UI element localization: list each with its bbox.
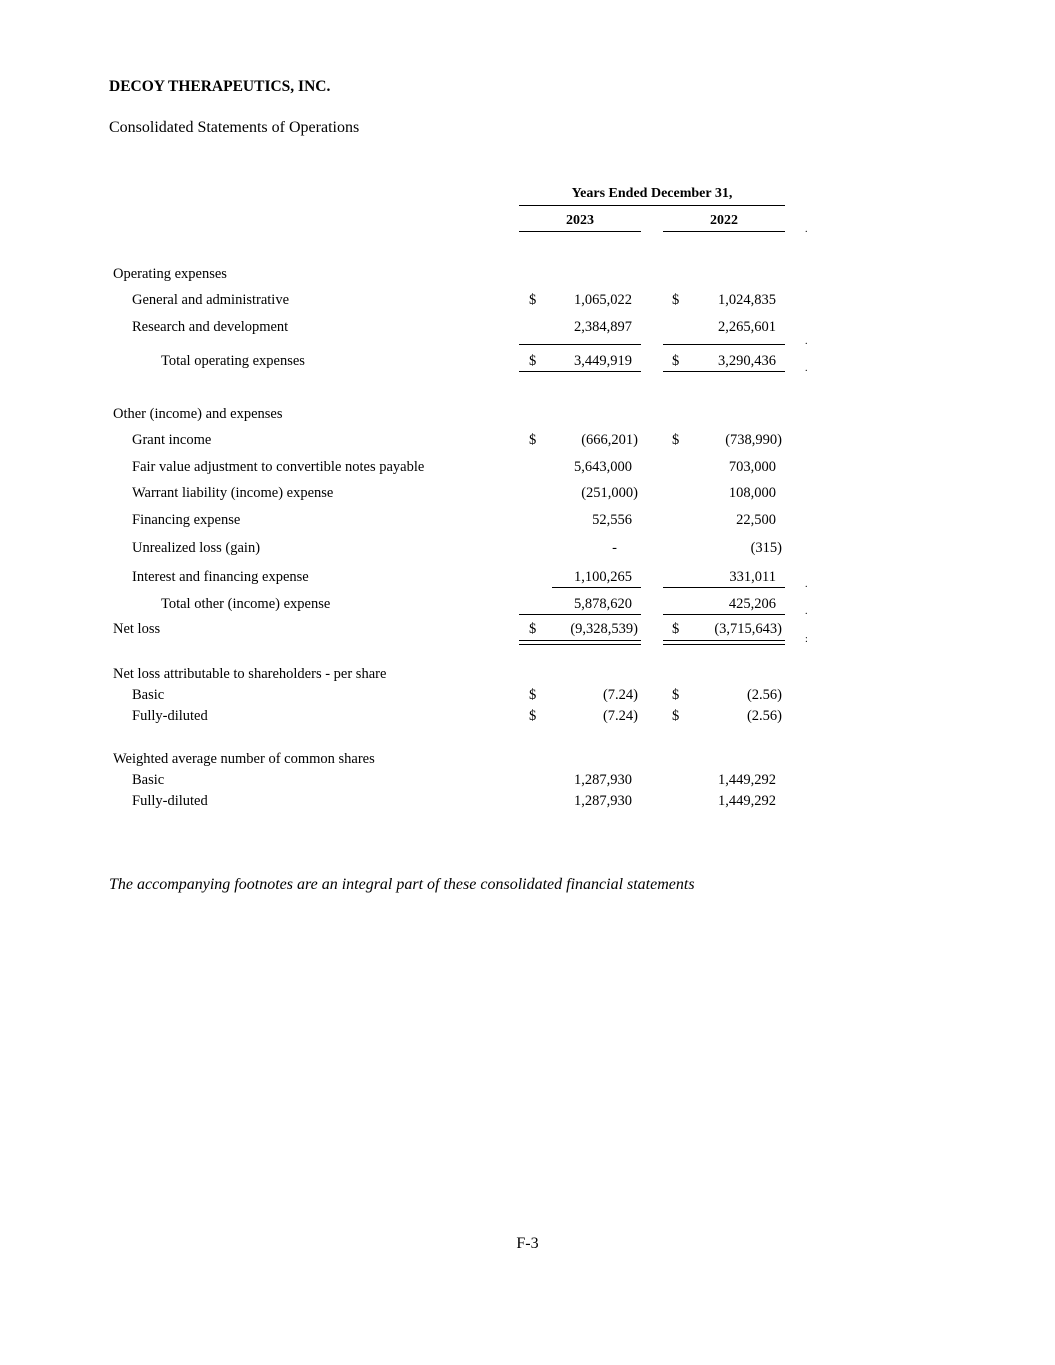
row-label-grant-income: Grant income — [132, 432, 212, 448]
value-2022: (315) — [750, 540, 782, 556]
row-label-basic: Basic — [132, 687, 165, 703]
row-label-basic: Basic — [132, 772, 165, 788]
value-2022: (2.56) — [746, 708, 782, 724]
period-header: Years Ended December 31, — [571, 186, 733, 201]
row-label-net-loss: Net loss — [113, 621, 161, 637]
dollar-sign: $ — [529, 621, 537, 637]
value-2023: (7.24) — [602, 687, 638, 703]
section-heading-per-share: Net loss attributable to shareholders - per share — [113, 666, 387, 682]
dollar-sign: $ — [529, 687, 537, 703]
value-2023: (666,201) — [581, 432, 638, 448]
value-2022: (738,990) — [725, 432, 782, 448]
margin-mark: . — [805, 224, 808, 235]
total-rule — [519, 371, 641, 372]
value-2022: (2.56) — [746, 687, 782, 703]
section-heading-weighted-shares: Weighted average number of common shares — [113, 751, 375, 767]
value-2022: 108,000 — [728, 485, 776, 501]
value-2023: 1,287,930 — [574, 793, 632, 809]
dollar-sign: $ — [672, 353, 680, 369]
value-2022: 1,449,292 — [718, 793, 776, 809]
subtotal-rule — [663, 587, 785, 588]
value-2023: 1,065,022 — [574, 292, 632, 308]
margin-mark: . — [805, 363, 808, 374]
dollar-sign: $ — [529, 353, 537, 369]
double-rule — [663, 640, 785, 641]
dollar-sign: $ — [672, 432, 680, 448]
value-2023: 1,100,265 — [574, 569, 632, 585]
footnote: The accompanying footnotes are an integral part of these consolidated financial statements — [109, 876, 695, 893]
total-rule — [519, 614, 641, 615]
subtotal-rule — [552, 587, 641, 588]
row-label-warrant-liability: Warrant liability (income) expense — [132, 485, 334, 501]
row-label-research-development: Research and development — [132, 319, 289, 335]
value-2022: 22,500 — [736, 512, 776, 528]
double-rule — [663, 644, 785, 645]
value-2023: - — [612, 540, 617, 556]
subtotal-rule — [663, 344, 785, 345]
year-header-2022: 2022 — [710, 213, 738, 228]
dollar-sign: $ — [672, 708, 680, 724]
row-label-total-other: Total other (income) expense — [161, 596, 331, 612]
row-label-unrealized-loss: Unrealized loss (gain) — [132, 540, 261, 556]
value-2023: 3,449,919 — [574, 353, 632, 369]
year-header-2023: 2023 — [566, 213, 594, 228]
period-header-rule — [519, 205, 785, 206]
statement-title: Consolidated Statements of Operations — [109, 119, 360, 136]
value-2023: 5,643,000 — [574, 459, 632, 475]
margin-mark: . — [805, 606, 808, 617]
row-label-fair-value-adjustment: Fair value adjustment to convertible notes payable — [132, 459, 425, 475]
margin-mark: : — [805, 634, 808, 645]
subtotal-rule — [519, 344, 641, 345]
section-heading-operating: Operating expenses — [113, 266, 227, 282]
value-2022: (3,715,643) — [714, 621, 782, 637]
double-rule — [519, 640, 641, 641]
dollar-sign: $ — [529, 292, 537, 308]
double-rule — [519, 644, 641, 645]
value-2023: (7.24) — [602, 708, 638, 724]
dollar-sign: $ — [672, 687, 680, 703]
dollar-sign: $ — [529, 432, 537, 448]
row-label-fully-diluted: Fully-diluted — [132, 793, 208, 809]
value-2022: 3,290,436 — [718, 353, 776, 369]
value-2023: (251,000) — [581, 485, 638, 501]
page-number: F-3 — [516, 1235, 539, 1252]
value-2023: 52,556 — [592, 512, 632, 528]
year-2022-rule — [663, 231, 785, 232]
value-2023: 5,878,620 — [574, 596, 632, 612]
year-2023-rule — [519, 231, 641, 232]
row-label-total-operating: Total operating expenses — [161, 353, 305, 369]
dollar-sign: $ — [672, 292, 680, 308]
value-2022: 2,265,601 — [718, 319, 776, 335]
row-label-interest-financing: Interest and financing expense — [132, 569, 309, 585]
total-rule — [663, 614, 785, 615]
row-label-financing-expense: Financing expense — [132, 512, 241, 528]
value-2023: 1,287,930 — [574, 772, 632, 788]
row-label-general-admin: General and administrative — [132, 292, 290, 308]
margin-mark: . — [805, 579, 808, 590]
dollar-sign: $ — [672, 621, 680, 637]
value-2022: 703,000 — [728, 459, 776, 475]
company-name: DECOY THERAPEUTICS, INC. — [109, 78, 331, 95]
margin-mark: . — [805, 336, 808, 347]
value-2023: (9,328,539) — [570, 621, 638, 637]
value-2022: 1,449,292 — [718, 772, 776, 788]
total-rule — [663, 371, 785, 372]
row-label-fully-diluted: Fully-diluted — [132, 708, 208, 724]
value-2022: 425,206 — [728, 596, 776, 612]
value-2022: 1,024,835 — [718, 292, 776, 308]
value-2022: 331,011 — [729, 569, 776, 585]
value-2023: 2,384,897 — [574, 319, 632, 335]
dollar-sign: $ — [529, 708, 537, 724]
section-heading-other: Other (income) and expenses — [113, 406, 283, 422]
